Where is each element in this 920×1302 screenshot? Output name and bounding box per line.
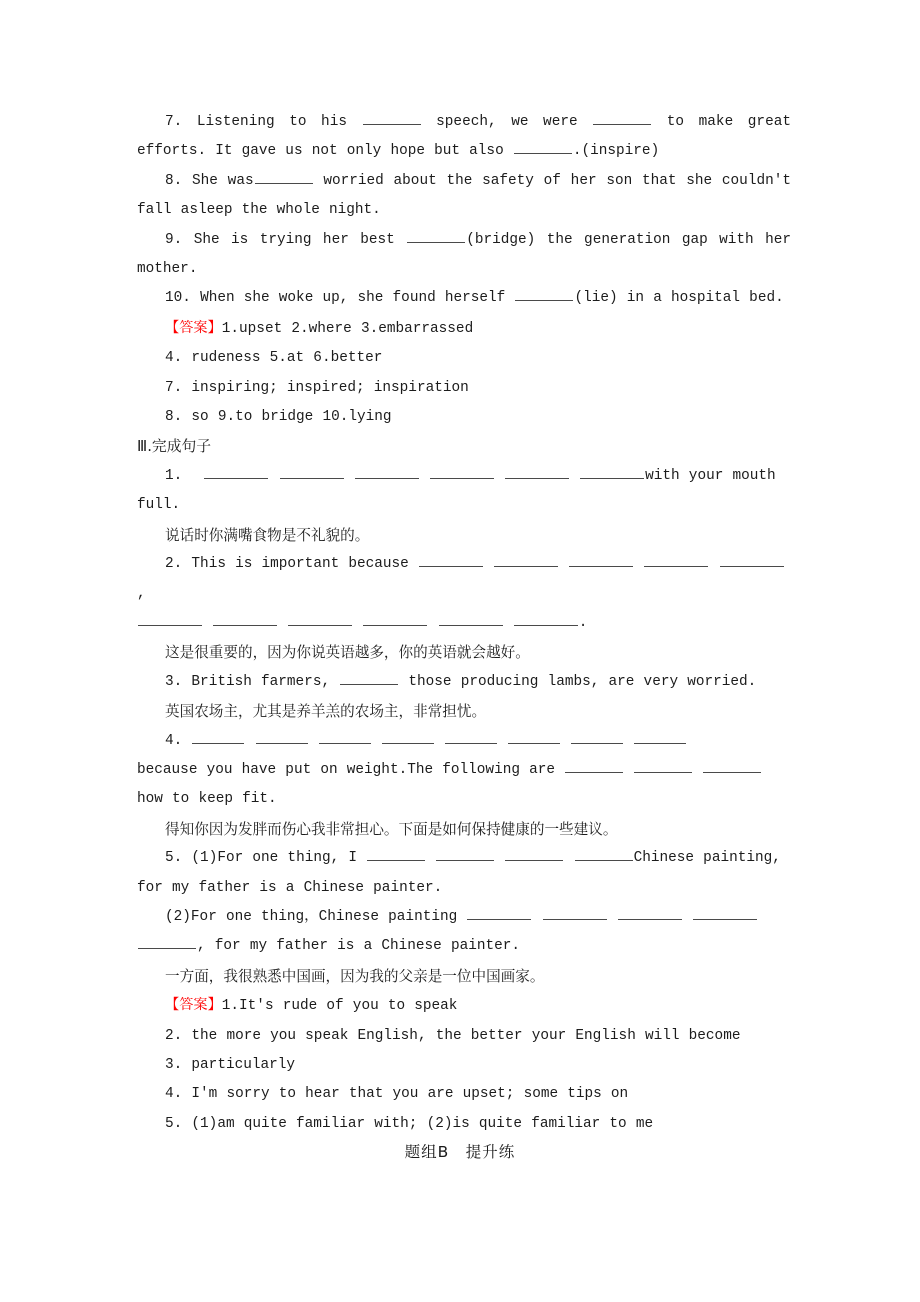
blank-input[interactable]	[204, 465, 268, 479]
item-7-text-b: speech, we were	[436, 114, 578, 130]
item-7-number: 7.	[165, 114, 183, 130]
complete-item-2-period: .	[578, 614, 588, 631]
complete-item-3	[137, 668, 791, 697]
complete-item-1-number: 1.	[165, 467, 183, 484]
complete-item-5-sub1-tail: Chinese painting, for my father is a Chinese painter.	[137, 850, 781, 896]
answer-block-word-forms-line-4: 8. so 9.to bridge 10.lying	[165, 409, 392, 426]
complete-item-4	[137, 727, 791, 815]
blank-input[interactable]	[634, 759, 692, 773]
complete-item-2-translation: 这是很重要的，因为你说英语越多，你的英语就会越好。	[165, 644, 530, 662]
blank-input[interactable]	[288, 612, 352, 626]
blank-input[interactable]	[319, 729, 371, 743]
item-7-text-d: .(inspire)	[572, 143, 660, 160]
complete-item-3-number: 3.	[165, 673, 183, 690]
complete-item-5-sub2-lead: For one thing，Chinese painting	[190, 908, 458, 925]
blank-input[interactable]	[494, 553, 558, 567]
complete-item-5-translation: 一方面，我很熟悉中国画，因为我的父亲是一位中国画家。	[165, 967, 545, 985]
answer-block-complete-line-3: 3. particularly	[165, 1057, 296, 1073]
blank-input[interactable]	[508, 729, 560, 743]
blank-input[interactable]	[514, 140, 572, 154]
item-7-text-c: to make great efforts. It gave us not only hope but also	[137, 114, 791, 160]
blank-input[interactable]	[515, 287, 573, 301]
section-title-complete-sentences: Ⅲ.完成句子	[137, 438, 212, 456]
blank-input[interactable]	[382, 729, 434, 743]
blank-input[interactable]	[580, 465, 644, 479]
complete-item-3-lead: British farmers,	[191, 673, 331, 690]
complete-item-1-translation: 说话时你满嘴食物是不礼貌的。	[165, 526, 370, 544]
complete-item-5-number: 5.	[165, 850, 183, 867]
blank-input[interactable]	[419, 553, 483, 567]
answer-block-complete-line-1	[137, 991, 791, 1021]
answer-block-complete-line-2: 2. the more you speak English, the better your English will become	[165, 1027, 741, 1044]
blank-input[interactable]	[436, 847, 494, 861]
item-10-text-b: (lie) in a hospital bed.	[574, 290, 784, 307]
exercise-item-10	[137, 284, 791, 313]
blank-input[interactable]	[693, 906, 757, 920]
blank-input[interactable]	[575, 847, 633, 861]
blank-input[interactable]	[256, 729, 308, 743]
blank-input[interactable]	[445, 729, 497, 743]
blank-input[interactable]	[569, 553, 633, 567]
blank-input[interactable]	[363, 111, 421, 125]
blank-input[interactable]	[192, 729, 244, 743]
complete-item-1-tail: with your mouth full.	[137, 467, 776, 514]
blank-input[interactable]	[720, 553, 784, 567]
complete-item-5-sub1-lead: For one thing, I	[217, 850, 358, 867]
item-8-text-a: She was	[192, 172, 254, 189]
complete-item-2-lead: This is important because	[191, 556, 409, 573]
complete-item-5-sub1-label: (1)	[191, 850, 218, 867]
blank-input[interactable]	[439, 612, 503, 626]
answer-block-complete-line-5: 5. (1)am quite familiar with; (2)is quite familiar to me	[165, 1115, 654, 1132]
bottom-section-heading: 题组B 提升练	[404, 1143, 516, 1161]
blank-input[interactable]	[644, 553, 708, 567]
blank-input[interactable]	[407, 228, 465, 242]
blank-input[interactable]	[340, 670, 398, 684]
item-8-text-b: worried about the safety of her son that she couldn't fall asleep the whole night.	[137, 172, 792, 219]
complete-item-4-translation: 得知你因为发胖而伤心我非常担心。下面是如何保持健康的一些建议。	[165, 820, 618, 838]
blank-input[interactable]	[703, 759, 761, 773]
blank-input[interactable]	[593, 111, 651, 125]
document-content	[137, 108, 791, 1139]
blank-input[interactable]	[634, 729, 686, 743]
exercise-item-7	[137, 108, 791, 167]
complete-item-5-sub2-label: (2)	[165, 908, 191, 925]
blank-input[interactable]	[213, 612, 277, 626]
blank-input[interactable]	[505, 847, 563, 861]
blank-input[interactable]	[255, 170, 313, 184]
complete-item-4-tail: how to keep fit.	[137, 791, 277, 808]
blank-input[interactable]	[280, 465, 344, 479]
complete-item-2	[137, 550, 791, 638]
answer-block-complete-line-4: 4. I'm sorry to hear that you are upset; some tips on	[165, 1086, 629, 1103]
item-8-number: 8.	[165, 172, 183, 189]
blank-input[interactable]	[505, 465, 569, 479]
complete-item-4-mid: because you have put on weight.The following are	[137, 761, 556, 778]
blank-input[interactable]	[367, 847, 425, 861]
blank-input[interactable]	[467, 906, 531, 920]
exercise-item-9	[137, 226, 791, 285]
item-7-text-a: Listening to his	[196, 114, 347, 130]
blank-input[interactable]	[138, 935, 196, 949]
blank-input[interactable]	[138, 612, 202, 626]
complete-item-2-number: 2.	[165, 556, 183, 573]
answer-line-1: 1.It's rude of you to speak	[221, 998, 458, 1015]
item-10-text-a: When she woke up, she found herself	[200, 290, 506, 307]
complete-item-3-translation: 英国农场主，尤其是养羊羔的农场主，非常担忧。	[165, 703, 487, 721]
blank-input[interactable]	[565, 759, 623, 773]
item-9-number: 9.	[165, 231, 183, 248]
complete-item-4-number: 4.	[165, 732, 183, 749]
blank-input[interactable]	[514, 612, 578, 626]
blank-input[interactable]	[618, 906, 682, 920]
item-9-text-b: (bridge) the generation gap with her mother.	[137, 231, 792, 278]
blank-input[interactable]	[430, 465, 494, 479]
blank-input[interactable]	[363, 612, 427, 626]
answer-block-word-forms-line-3: 7. inspiring; inspired; inspiration	[165, 379, 469, 396]
complete-item-2-comma: ,	[137, 585, 146, 602]
blank-input[interactable]	[355, 465, 419, 479]
complete-item-1	[137, 462, 791, 521]
complete-item-5-sub2-tail: , for my father is a Chinese painter.	[197, 938, 521, 955]
complete-item-3-tail: those producing lambs, are very worried.	[408, 673, 757, 690]
blank-input[interactable]	[543, 906, 607, 920]
exercise-item-8	[137, 167, 791, 226]
answer-block-word-forms-line-1	[137, 314, 791, 344]
complete-item-5-sub2	[137, 903, 791, 962]
item-10-number: 10.	[165, 290, 191, 307]
blank-input[interactable]	[571, 729, 623, 743]
complete-item-5-sub1	[137, 844, 791, 903]
answer-label: 【答案】	[165, 997, 222, 1014]
answer-label: 【答案】	[165, 319, 222, 336]
answer-line-1: 1.upset 2.where 3.embarrassed	[221, 320, 474, 337]
item-9-text-a: She is trying her best	[193, 231, 395, 248]
answer-block-word-forms-line-2: 4. rudeness 5.at 6.better	[165, 350, 383, 367]
